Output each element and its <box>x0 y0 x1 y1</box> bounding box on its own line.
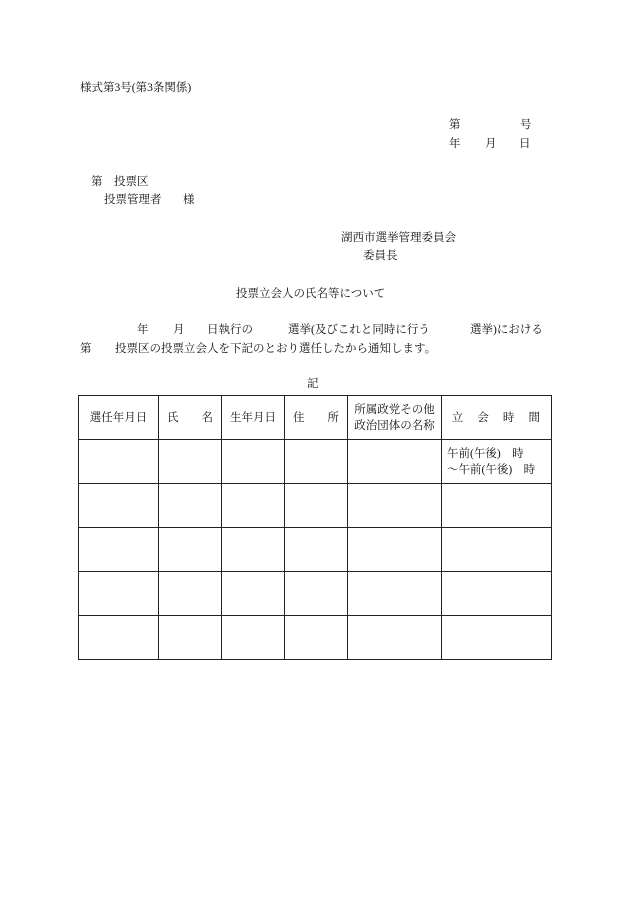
election-name-text: 選挙(及びこれと同時に行う <box>288 324 430 336</box>
table-cell-appointment-date <box>79 572 159 616</box>
addressee-honorific: 様 <box>183 194 195 206</box>
body-district-prefix: 第 <box>80 343 92 355</box>
table-row <box>79 528 552 572</box>
table-cell-name <box>159 616 222 660</box>
table-cell-appointment-date <box>79 616 159 660</box>
table-row <box>79 616 552 660</box>
header-address <box>285 396 348 440</box>
header-label: 選任年月日 <box>89 411 148 424</box>
table-cell-name <box>159 484 222 528</box>
cell-text-line: 午前(午後) 時 <box>447 448 524 460</box>
concurrent-election-text: 選挙)における <box>470 324 543 336</box>
table-cell-address <box>285 484 348 528</box>
cell-text-line: 〜午前(午後) 時 <box>447 464 536 476</box>
table-cell-affiliation <box>348 440 442 484</box>
issue-date-month: 月 <box>485 138 497 150</box>
table-cell-affiliation <box>348 572 442 616</box>
header-appointment-date <box>79 396 159 440</box>
table-row <box>79 484 552 528</box>
header-name <box>159 396 222 440</box>
issue-date-day: 日 <box>519 138 531 150</box>
table-cell-address <box>285 616 348 660</box>
table-cell-attendance-time <box>442 484 552 528</box>
appointee-table <box>78 395 552 660</box>
table-cell-birth-date <box>222 528 285 572</box>
header-label: 氏 名 <box>167 411 213 424</box>
table-cell-birth-date <box>222 616 285 660</box>
table-cell-appointment-date <box>79 484 159 528</box>
header-label: 生年月日 <box>230 411 276 424</box>
document-number-prefix: 第 <box>449 119 461 131</box>
sender-organization: 湖西市選挙管理委員会 <box>341 232 456 244</box>
table-row <box>79 440 552 484</box>
table-cell-attendance-time <box>442 440 552 484</box>
table-cell-birth-date <box>222 484 285 528</box>
header-attendance-time <box>442 396 552 440</box>
table-cell-attendance-time <box>442 528 552 572</box>
table-cell-affiliation <box>348 616 442 660</box>
header-label: 立 会 時 間 <box>451 411 542 424</box>
header-label: 住 所 <box>293 411 339 424</box>
election-month-label: 月 <box>173 324 185 336</box>
issue-date-year: 年 <box>449 138 461 150</box>
table-cell-attendance-time <box>442 616 552 660</box>
header-affiliation <box>348 396 442 440</box>
table-cell-name <box>159 572 222 616</box>
table-cell-name <box>159 528 222 572</box>
table-cell-address <box>285 528 348 572</box>
table-cell-name <box>159 440 222 484</box>
table-cell-appointment-date <box>79 528 159 572</box>
table-cell-address <box>285 440 348 484</box>
addressee-district-label: 投票区 <box>114 176 149 188</box>
table-cell-birth-date <box>222 440 285 484</box>
document-subject: 投票立会人の氏名等について <box>236 288 386 300</box>
election-year-label: 年 <box>137 324 149 336</box>
header-label-line-1: 所属政党その他 <box>354 403 435 416</box>
document-number-suffix: 号 <box>520 119 532 131</box>
table-body <box>79 440 552 660</box>
ki-heading: 記 <box>307 378 319 390</box>
header-birth-date <box>222 396 285 440</box>
table-cell-affiliation <box>348 528 442 572</box>
header-label-line-2: 政治団体の名称 <box>354 419 435 432</box>
body-notice-text: 投票区の投票立会人を下記のとおり選任したから通知します。 <box>115 343 437 355</box>
table-header <box>79 396 552 440</box>
table-row <box>79 572 552 616</box>
table-header-row <box>79 396 552 440</box>
election-day-label: 日執行の <box>207 324 253 336</box>
form-label: 様式第3号(第3条関係) <box>80 82 192 94</box>
table-cell-affiliation <box>348 484 442 528</box>
addressee-district-prefix: 第 <box>91 176 103 188</box>
table-cell-birth-date <box>222 572 285 616</box>
sender-title: 委員長 <box>363 250 398 262</box>
table-cell-attendance-time <box>442 572 552 616</box>
table-cell-address <box>285 572 348 616</box>
table-cell-appointment-date <box>79 440 159 484</box>
addressee-manager-label: 投票管理者 <box>104 194 162 206</box>
